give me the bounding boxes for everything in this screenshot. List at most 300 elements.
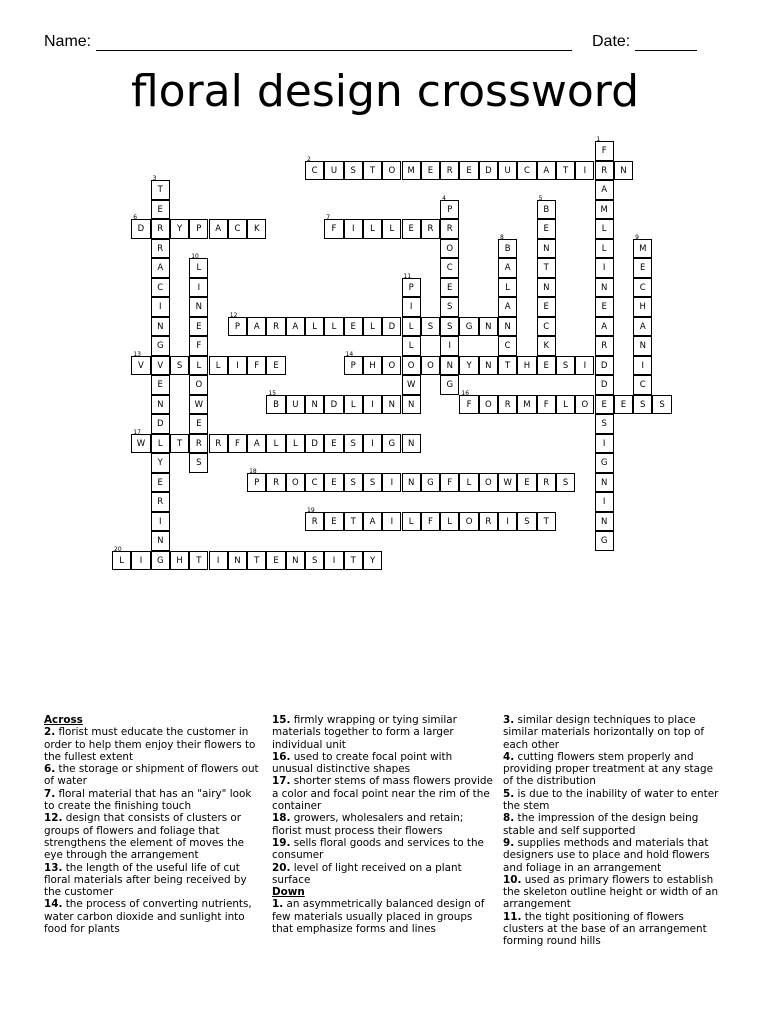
clue-item <box>503 874 721 911</box>
grid-cell[interactable] <box>614 395 633 415</box>
grid-cell[interactable] <box>151 531 170 551</box>
grid-cell[interactable] <box>170 356 189 376</box>
grid-cell[interactable] <box>305 551 324 571</box>
grid-cell[interactable] <box>498 258 517 278</box>
cell-letter: S <box>562 360 569 371</box>
grid-cell[interactable] <box>459 473 478 493</box>
grid-cell[interactable] <box>151 219 170 239</box>
grid-cell[interactable] <box>421 219 440 239</box>
grid-cell[interactable] <box>595 278 614 298</box>
clue-item <box>503 837 721 874</box>
grid-cell[interactable] <box>595 161 614 181</box>
cell-letter: N <box>600 282 608 293</box>
grid-cell[interactable] <box>344 434 363 454</box>
grid-cell[interactable] <box>344 317 363 337</box>
grid-cell[interactable] <box>189 414 208 434</box>
cell-letter: E <box>331 438 337 449</box>
grid-cell[interactable] <box>498 297 517 317</box>
grid-cell[interactable] <box>189 434 208 454</box>
grid-cell[interactable] <box>151 414 170 434</box>
grid-cell[interactable] <box>131 350 150 376</box>
grid-cell[interactable] <box>189 219 208 239</box>
grid-cell[interactable] <box>247 317 266 337</box>
grid-cell[interactable] <box>421 473 440 493</box>
cell-letter: A <box>639 321 646 332</box>
grid-cell[interactable] <box>421 356 440 376</box>
grid-cell[interactable] <box>363 512 382 532</box>
grid-cell[interactable] <box>189 375 208 395</box>
grid-cell[interactable] <box>363 395 382 415</box>
cell-letter: R <box>543 477 550 488</box>
grid-cell[interactable] <box>305 506 324 532</box>
grid-cell[interactable] <box>189 395 208 415</box>
grid-cell[interactable] <box>189 453 208 473</box>
grid-cell[interactable] <box>209 551 228 571</box>
grid-cell[interactable] <box>382 473 401 493</box>
grid-cell[interactable] <box>151 356 170 376</box>
grid-cell[interactable] <box>633 258 652 278</box>
grid-cell[interactable] <box>247 467 266 493</box>
grid-cell[interactable] <box>537 219 556 239</box>
grid-cell[interactable] <box>440 375 459 395</box>
grid-cell[interactable] <box>324 434 343 454</box>
cell-letter: P <box>196 224 202 234</box>
grid-cell[interactable] <box>305 155 324 181</box>
cell-letter: C <box>311 477 318 488</box>
grid-cell[interactable] <box>402 473 421 493</box>
grid-cell[interactable] <box>286 473 305 493</box>
cell-letter: V <box>138 360 144 371</box>
grid-cell[interactable] <box>151 453 170 473</box>
grid-cell[interactable] <box>266 356 285 376</box>
grid-cell[interactable] <box>151 375 170 395</box>
grid-cell[interactable] <box>652 395 671 415</box>
cell-letter: B <box>543 204 550 215</box>
grid-cell[interactable] <box>595 200 614 220</box>
grid-cell[interactable] <box>595 317 614 337</box>
grid-cell[interactable] <box>537 317 556 337</box>
clue-number: 2 <box>307 155 311 163</box>
cell-letter: E <box>157 477 163 488</box>
grid-cell[interactable] <box>479 512 498 532</box>
grid-cell[interactable] <box>305 395 324 415</box>
cell-letter: B <box>504 243 511 254</box>
grid-cell[interactable] <box>537 297 556 317</box>
clue-text: similar design techniques to place similar materials horizontally on top of each other <box>503 714 704 751</box>
grid-cell[interactable] <box>459 389 478 415</box>
grid-cell[interactable] <box>402 317 421 337</box>
grid-cell[interactable] <box>402 434 421 454</box>
grid-cell[interactable] <box>595 375 614 395</box>
cell-letter: G <box>600 458 608 468</box>
grid-cell[interactable] <box>498 336 517 356</box>
grid-cell[interactable] <box>131 428 150 454</box>
clues-column-1 <box>44 714 262 935</box>
clue-text: used to create focal point with unusual distinctive shapes <box>272 750 453 776</box>
grid-cell[interactable] <box>209 356 228 376</box>
grid-cell[interactable] <box>440 258 459 278</box>
grid-cell[interactable] <box>498 512 517 532</box>
grid-cell[interactable] <box>633 278 652 298</box>
grid-cell[interactable] <box>324 214 343 239</box>
grid-cell[interactable] <box>170 219 189 239</box>
grid-cell[interactable] <box>479 395 498 415</box>
grid-cell[interactable] <box>209 434 228 454</box>
grid-cell[interactable] <box>595 136 614 161</box>
grid-cell[interactable] <box>421 161 440 181</box>
grid-cell[interactable] <box>459 512 478 532</box>
clue-number: 8 <box>500 233 504 241</box>
cell-letter: A <box>253 438 260 449</box>
grid-cell[interactable] <box>556 161 575 181</box>
grid-cell[interactable] <box>556 395 575 415</box>
cell-letter: D <box>156 419 164 429</box>
grid-cell[interactable] <box>498 356 517 376</box>
grid-cell[interactable] <box>614 161 633 181</box>
grid-cell[interactable] <box>151 278 170 298</box>
grid-cell[interactable] <box>633 336 652 356</box>
cell-letter: R <box>446 224 453 234</box>
cell-letter: L <box>196 360 202 371</box>
grid-cell[interactable] <box>517 356 536 376</box>
grid-cell[interactable] <box>266 389 285 415</box>
grid-cell[interactable] <box>189 356 208 376</box>
grid-cell[interactable] <box>537 512 556 532</box>
grid-cell[interactable] <box>344 219 363 239</box>
grid-cell[interactable] <box>363 219 382 239</box>
grid-cell[interactable] <box>498 161 517 181</box>
cell-letter: F <box>466 399 472 410</box>
grid-cell[interactable] <box>498 473 517 493</box>
grid-cell[interactable] <box>131 214 150 239</box>
clue-text: used as primary flowers to establish the skeleton outline height or width of an arrangement <box>503 873 719 911</box>
clue-number-label: 4. <box>503 750 515 763</box>
grid-cell[interactable] <box>286 395 305 415</box>
grid-cell[interactable] <box>286 317 305 337</box>
cell-letter: I <box>448 341 451 351</box>
grid-cell[interactable] <box>517 161 536 181</box>
grid-cell[interactable] <box>575 395 594 415</box>
grid-cell[interactable] <box>247 434 266 454</box>
grid-cell[interactable] <box>595 492 614 512</box>
grid-cell[interactable] <box>440 336 459 356</box>
cell-letter: N <box>446 360 453 371</box>
grid-cell[interactable] <box>498 233 517 259</box>
grid-cell[interactable] <box>131 551 150 571</box>
grid-cell[interactable] <box>228 551 247 571</box>
grid-cell[interactable] <box>556 356 575 376</box>
grid-cell[interactable] <box>498 317 517 337</box>
clue-item <box>503 911 721 948</box>
cell-letter: T <box>196 555 202 566</box>
grid-cell[interactable] <box>633 233 652 259</box>
grid-cell[interactable] <box>112 545 131 571</box>
grid-cell[interactable] <box>151 175 170 200</box>
grid-cell[interactable] <box>556 473 575 493</box>
grid-cell[interactable] <box>151 200 170 220</box>
cell-letter: I <box>351 224 355 234</box>
grid-cell[interactable] <box>228 434 247 454</box>
grid-cell[interactable] <box>382 219 401 239</box>
clue-number: 15 <box>268 389 277 397</box>
grid-cell[interactable] <box>382 356 401 376</box>
grid-cell[interactable] <box>151 317 170 337</box>
grid-cell[interactable] <box>537 356 556 376</box>
grid-cell[interactable] <box>537 278 556 298</box>
clue-number-label: 16. <box>272 750 291 763</box>
grid-cell[interactable] <box>421 512 440 532</box>
grid-cell[interactable] <box>537 336 556 356</box>
cell-letter: E <box>196 321 202 332</box>
cell-letter: K <box>543 341 550 351</box>
grid-cell[interactable] <box>537 395 556 415</box>
name-label: Name: <box>44 33 92 50</box>
grid-cell[interactable] <box>170 551 189 571</box>
grid-cell[interactable] <box>595 414 614 434</box>
grid-cell[interactable] <box>324 161 343 181</box>
grid-cell[interactable] <box>595 453 614 473</box>
cell-letter: S <box>350 477 356 488</box>
grid-cell[interactable] <box>266 434 285 454</box>
grid-cell[interactable] <box>440 219 459 239</box>
grid-cell[interactable] <box>595 531 614 551</box>
cell-letter: G <box>446 380 454 390</box>
grid-cell[interactable] <box>151 239 170 259</box>
grid-cell[interactable] <box>537 161 556 181</box>
grid-cell[interactable] <box>382 317 401 337</box>
cell-letter: G <box>388 438 396 449</box>
cell-letter: N <box>600 477 608 488</box>
grid-cell[interactable] <box>151 492 170 512</box>
grid-cell[interactable] <box>305 473 324 493</box>
cell-letter: R <box>601 165 608 176</box>
grid-cell[interactable] <box>595 356 614 376</box>
grid-cell[interactable] <box>479 317 498 337</box>
clue-number-label: 12. <box>44 812 63 825</box>
grid-cell[interactable] <box>402 512 421 532</box>
grid-cell[interactable] <box>402 161 421 181</box>
cell-letter: R <box>273 477 279 488</box>
grid-cell[interactable] <box>382 395 401 415</box>
grid-cell[interactable] <box>305 434 324 454</box>
grid-cell[interactable] <box>286 434 305 454</box>
cell-letter: R <box>485 516 492 527</box>
grid-cell[interactable] <box>440 239 459 259</box>
grid-cell[interactable] <box>189 317 208 337</box>
grid-cell[interactable] <box>633 297 652 317</box>
cell-letter: G <box>427 477 434 488</box>
grid-cell[interactable] <box>363 317 382 337</box>
cell-letter: P <box>447 204 453 215</box>
grid-cell[interactable] <box>440 512 459 532</box>
cell-letter: R <box>273 321 279 332</box>
grid-cell[interactable] <box>324 317 343 337</box>
grid-cell[interactable] <box>595 180 614 200</box>
cell-letter: H <box>369 360 376 371</box>
grid-cell[interactable] <box>170 434 189 454</box>
grid-cell[interactable] <box>402 336 421 356</box>
cell-letter: L <box>466 477 472 488</box>
cell-letter: N <box>407 477 415 488</box>
grid-cell[interactable] <box>344 395 363 415</box>
grid-cell[interactable] <box>363 161 382 181</box>
grid-cell[interactable] <box>459 317 478 337</box>
grid-cell[interactable] <box>440 473 459 493</box>
cell-letter: F <box>235 438 240 449</box>
grid-cell[interactable] <box>382 434 401 454</box>
grid-cell[interactable] <box>324 473 343 493</box>
grid-cell[interactable] <box>440 278 459 298</box>
grid-cell[interactable] <box>402 272 421 298</box>
grid-cell[interactable] <box>382 161 401 181</box>
clue-number: 5 <box>538 194 543 202</box>
grid-cell[interactable] <box>344 551 363 571</box>
grid-cell[interactable] <box>421 317 440 337</box>
grid-cell[interactable] <box>305 317 324 337</box>
grid-cell[interactable] <box>498 395 517 415</box>
grid-cell[interactable] <box>517 512 536 532</box>
grid-cell[interactable] <box>344 473 363 493</box>
grid-cell[interactable] <box>189 278 208 298</box>
grid-cell[interactable] <box>440 356 459 376</box>
cell-letter: N <box>157 399 164 410</box>
grid-cell[interactable] <box>266 551 285 571</box>
cell-letter: S <box>659 399 665 410</box>
grid-cell[interactable] <box>189 336 208 356</box>
grid-cell[interactable] <box>247 356 266 376</box>
grid-cell[interactable] <box>440 194 459 220</box>
grid-cell[interactable] <box>209 219 228 239</box>
grid-cell[interactable] <box>363 356 382 376</box>
grid-cell[interactable] <box>595 336 614 356</box>
grid-cell[interactable] <box>324 551 343 571</box>
cell-letter: O <box>195 380 203 390</box>
clue-item <box>272 751 494 776</box>
grid-cell[interactable] <box>382 512 401 532</box>
grid-cell[interactable] <box>363 473 382 493</box>
grid-cell[interactable] <box>595 219 614 239</box>
cell-letter: E <box>466 165 472 176</box>
grid-cell[interactable] <box>633 356 652 376</box>
grid-cell[interactable] <box>266 317 285 337</box>
grid-cell[interactable] <box>151 395 170 415</box>
grid-cell[interactable] <box>363 551 382 571</box>
grid-cell[interactable] <box>324 395 343 415</box>
grid-cell[interactable] <box>151 473 170 493</box>
grid-cell[interactable] <box>402 297 421 317</box>
grid-cell[interactable] <box>575 356 594 376</box>
grid-cell[interactable] <box>228 356 247 376</box>
grid-cell[interactable] <box>479 356 498 376</box>
grid-cell[interactable] <box>498 278 517 298</box>
grid-cell[interactable] <box>151 434 170 454</box>
grid-cell[interactable] <box>247 551 266 571</box>
grid-cell[interactable] <box>517 395 536 415</box>
grid-cell[interactable] <box>402 356 421 376</box>
grid-cell[interactable] <box>344 161 363 181</box>
grid-cell[interactable] <box>595 434 614 454</box>
grid-cell[interactable] <box>189 253 208 278</box>
grid-cell[interactable] <box>537 239 556 259</box>
grid-cell[interactable] <box>537 473 556 493</box>
grid-cell[interactable] <box>595 512 614 532</box>
grid-cell[interactable] <box>440 317 459 337</box>
grid-cell[interactable] <box>402 219 421 239</box>
clues-column-2 <box>272 714 494 935</box>
grid-cell[interactable] <box>633 317 652 337</box>
grid-cell[interactable] <box>151 336 170 356</box>
cell-letter: P <box>350 360 356 371</box>
clue-number: 7 <box>326 214 331 221</box>
grid-cell[interactable] <box>402 395 421 415</box>
cell-letter: O <box>291 477 299 488</box>
grid-cell[interactable] <box>324 512 343 532</box>
cell-letter: N <box>157 536 164 546</box>
cell-letter: V <box>157 360 164 371</box>
grid-cell[interactable] <box>189 297 208 317</box>
cell-letter: M <box>407 165 415 176</box>
grid-cell[interactable] <box>537 258 556 278</box>
grid-cell[interactable] <box>402 375 421 395</box>
grid-cell[interactable] <box>151 512 170 532</box>
grid-cell[interactable] <box>479 161 498 181</box>
clue-number-label: 3. <box>503 714 515 726</box>
cell-letter: H <box>639 302 646 312</box>
cell-letter: G <box>465 321 473 332</box>
grid-cell[interactable] <box>595 239 614 259</box>
grid-cell[interactable] <box>479 473 498 493</box>
grid-cell[interactable] <box>151 297 170 317</box>
grid-cell[interactable] <box>537 194 556 220</box>
grid-cell[interactable] <box>575 161 594 181</box>
cell-letter: R <box>157 243 164 254</box>
grid-cell[interactable] <box>517 473 536 493</box>
cell-letter: C <box>311 165 318 176</box>
cell-letter: I <box>506 516 509 527</box>
grid-cell[interactable] <box>228 311 247 337</box>
grid-cell[interactable] <box>344 512 363 532</box>
grid-cell[interactable] <box>633 395 652 415</box>
grid-cell[interactable] <box>344 350 363 376</box>
grid-cell[interactable] <box>595 395 614 415</box>
clue-number: 18 <box>249 467 257 475</box>
cell-letter: N <box>543 282 550 293</box>
grid-cell[interactable] <box>459 161 478 181</box>
grid-cell[interactable] <box>151 258 170 278</box>
grid-cell[interactable] <box>459 356 478 376</box>
grid-cell[interactable] <box>363 434 382 454</box>
grid-cell[interactable] <box>228 219 247 239</box>
grid-cell[interactable] <box>266 473 285 493</box>
cell-letter: I <box>371 399 374 410</box>
clue-number: 12 <box>229 311 238 319</box>
grid-cell[interactable] <box>440 161 459 181</box>
grid-cell[interactable] <box>151 551 170 571</box>
grid-cell[interactable] <box>247 219 266 239</box>
grid-cell[interactable] <box>633 375 652 395</box>
grid-cell[interactable] <box>595 297 614 317</box>
grid-cell[interactable] <box>286 551 305 571</box>
grid-cell[interactable] <box>440 297 459 317</box>
grid-cell[interactable] <box>595 258 614 278</box>
cell-letter: R <box>504 399 511 410</box>
grid-cell[interactable] <box>595 473 614 493</box>
cell-letter: O <box>388 165 396 176</box>
cell-letter: E <box>196 419 202 429</box>
cell-letter: D <box>311 438 318 449</box>
cell-letter: R <box>601 341 608 351</box>
grid-cell[interactable] <box>189 551 208 571</box>
